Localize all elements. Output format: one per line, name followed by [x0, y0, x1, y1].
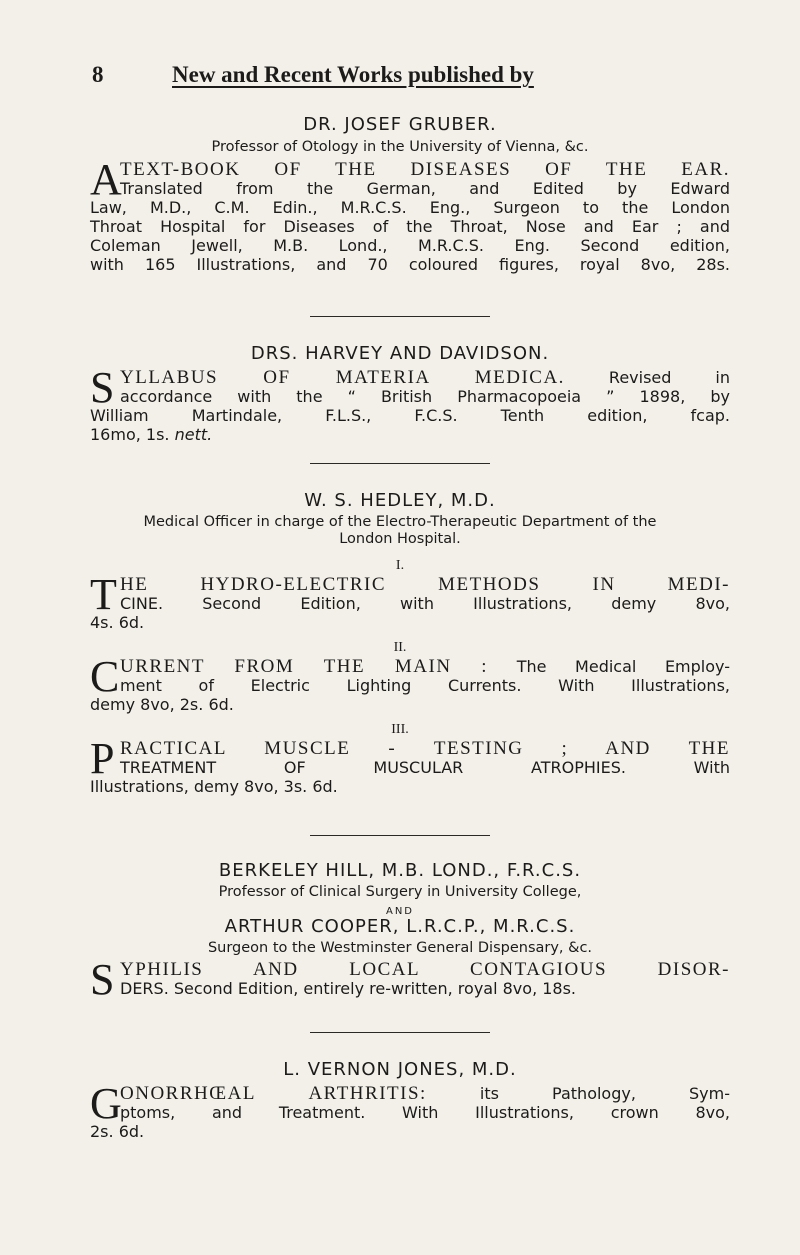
drop-capital: G — [90, 1079, 122, 1128]
drop-capital: S — [90, 363, 115, 412]
entry-hydro-electric — [90, 570, 730, 632]
drop-capital: P — [90, 734, 115, 783]
entry-ear-textbook — [90, 155, 730, 274]
running-head — [92, 62, 732, 88]
entry-materia-medica — [90, 363, 730, 444]
conjunction-and: AND — [385, 906, 415, 917]
author-jones: L. VERNON JONES, M.D. — [283, 1059, 517, 1080]
drop-capital: T — [90, 570, 117, 619]
entry-line-italic: nett. — [174, 425, 213, 444]
entry-line: The Medical Employ- — [516, 657, 730, 676]
entry-title: YPHILIS AND LOCAL CONTAGIOUS DISOR- — [120, 959, 730, 980]
drop-capital: S — [90, 955, 115, 1004]
affiliation-gruber: Professor of Otology in the University of Vienna, &c. — [211, 139, 589, 155]
entry-line: 16mo, 1s. — [90, 425, 170, 444]
section-divider — [310, 316, 490, 317]
entry-muscle-testing — [90, 734, 730, 796]
entry-title: TEXT-BOOK OF THE DISEASES OF THE EAR. — [120, 159, 730, 180]
entry-gonorrhoeal-arthritis — [90, 1079, 730, 1141]
entry-line: with 165 Illustrations, and 70 coloured figures, royal 8vo, 28s. — [90, 255, 730, 274]
entry-line: Throat Hospital for Diseases of the Throat, Nose and Ear ; and — [90, 217, 730, 236]
author-hill: BERKELEY HILL, M.B. LOND., F.R.C.S. — [218, 860, 582, 881]
drop-capital: C — [90, 652, 120, 701]
entry-line: accordance with the “ British Pharmacopoeia ” 1898, by — [120, 387, 730, 406]
entry-title: RACTICAL MUSCLE - TESTING ; AND THE — [120, 738, 730, 759]
affiliation-cooper: Surgeon to the Westminster General Dispensary, &c. — [207, 940, 593, 956]
page-number: 8 — [92, 62, 104, 87]
affiliation-hedley: Medical Officer in charge of the Electro-Therapeutic Department of the — [143, 514, 657, 530]
section-divider — [310, 463, 490, 464]
author-hedley: W. S. HEDLEY, M.D. — [304, 490, 496, 511]
entry-title: URRENT FROM THE MAIN : — [120, 656, 489, 677]
entry-line: Law, M.D., C.M. Edin., M.R.C.S. Eng., Surgeon to the London — [90, 198, 730, 217]
work-numeral: II. — [393, 640, 407, 655]
author-harvey-davidson: DRS. HARVEY AND DAVIDSON. — [250, 343, 550, 364]
entry-title: YLLABUS OF MATERIA MEDICA. — [120, 367, 565, 388]
entry-line: ment of Electric Lighting Currents. With Illustrations, — [120, 676, 730, 695]
section-divider — [310, 835, 490, 836]
entry-title: ONORRHŒAL ARTHRITIS: — [120, 1083, 427, 1104]
entry-line: DERS. Second Edition, entirely re-written, royal 8vo, 18s. — [120, 979, 577, 998]
entry-line: demy 8vo, 2s. 6d. — [90, 695, 234, 714]
entry-line: Coleman Jewell, M.B. Lond., M.R.C.S. Eng. Second edition, — [90, 236, 730, 255]
entry-line: TREATMENT OF MUSCULAR ATROPHIES. With — [120, 758, 730, 777]
entry-line: its Pathology, Sym- — [479, 1084, 730, 1103]
affiliation-hill: Professor of Clinical Surgery in University College, — [218, 884, 582, 900]
work-numeral: III. — [391, 722, 409, 737]
entry-syphilis — [90, 955, 730, 1004]
entry-title: HE HYDRO-ELECTRIC METHODS IN MEDI- — [120, 574, 730, 595]
section-divider — [310, 1032, 490, 1033]
entry-line: 4s. 6d. — [90, 613, 145, 632]
running-head-title: New and Recent Works published by — [172, 62, 534, 87]
entry-line: CINE. Second Edition, with Illustrations, demy 8vo, — [120, 594, 730, 613]
work-numeral: I. — [395, 558, 405, 573]
drop-capital: A — [90, 155, 122, 204]
entry-line: Illustrations, demy 8vo, 3s. 6d. — [90, 777, 338, 796]
entry-current-from-main — [90, 652, 730, 714]
entry-line: William Martindale, F.L.S., F.C.S. Tenth edition, fcap. — [90, 406, 730, 425]
entry-line: 2s. 6d. — [90, 1122, 145, 1141]
author-gruber: DR. JOSEF GRUBER. — [303, 114, 497, 135]
affiliation-hedley-2: London Hospital. — [339, 531, 461, 547]
author-cooper: ARTHUR COOPER, L.R.C.P., M.R.C.S. — [224, 916, 576, 937]
entry-line: ptoms, and Treatment. With Illustrations, crown 8vo, — [120, 1103, 730, 1122]
entry-line: Revised in — [608, 368, 730, 387]
entry-line: Translated from the German, and Edited by Edward — [120, 179, 730, 198]
